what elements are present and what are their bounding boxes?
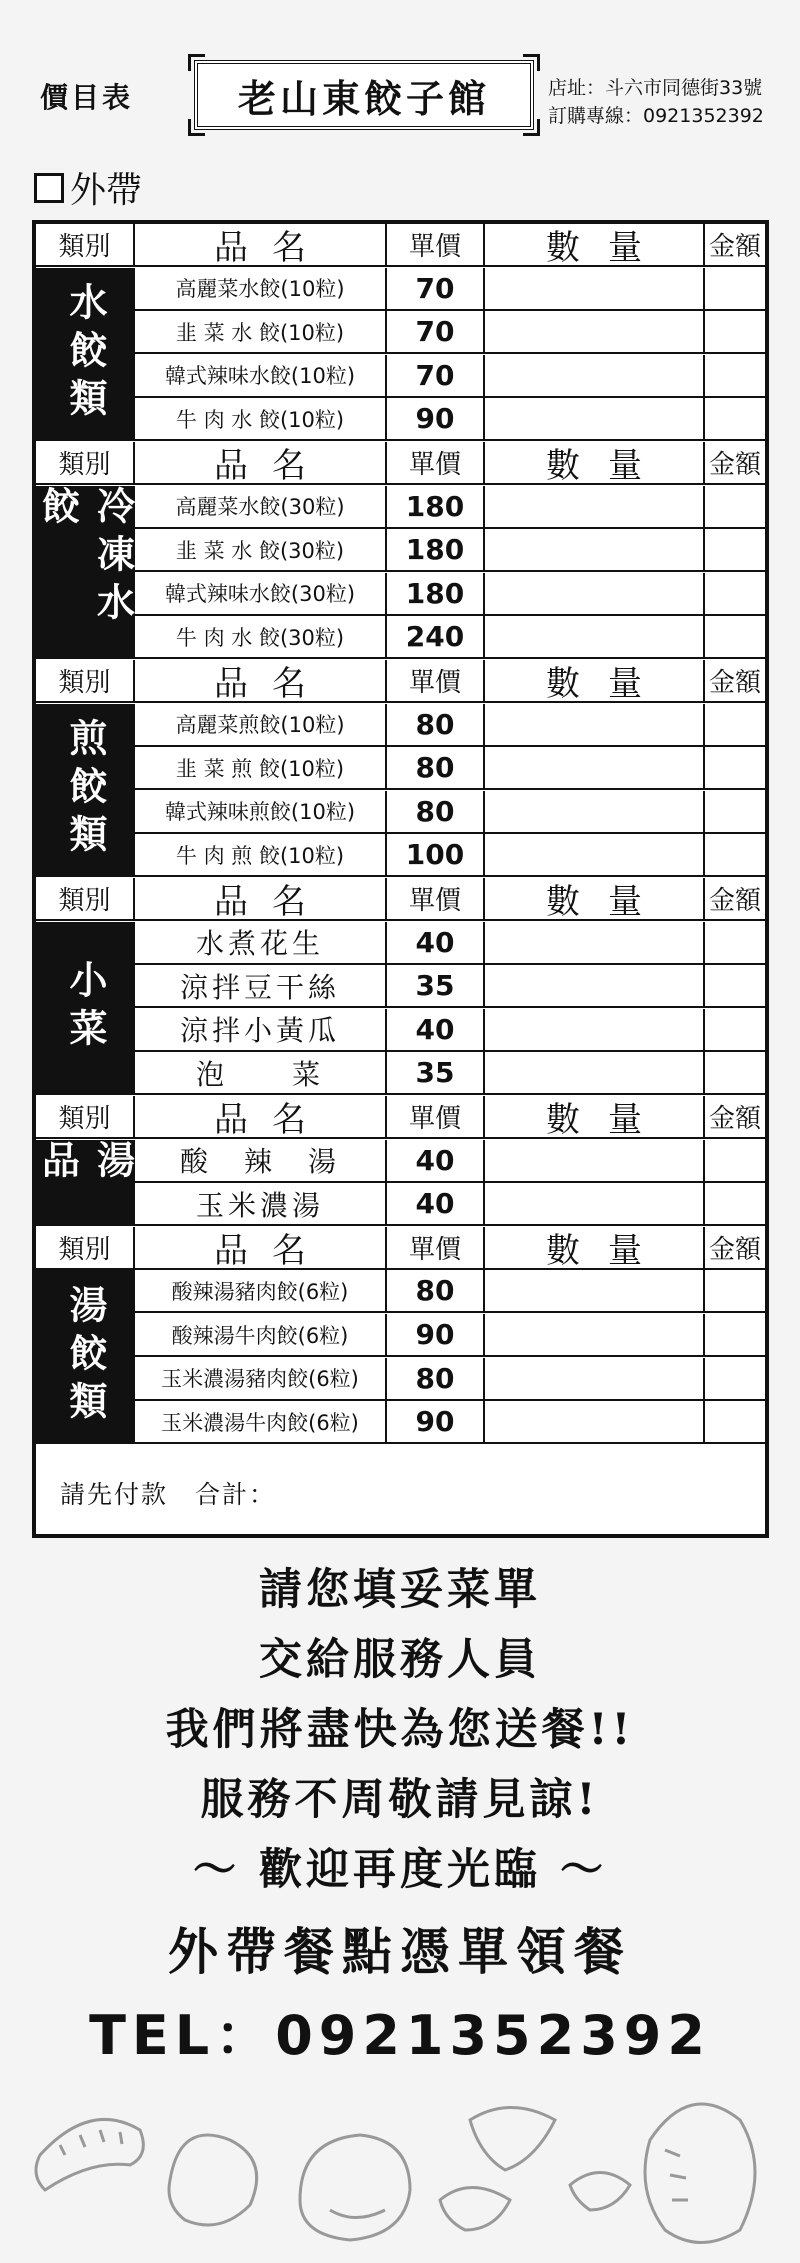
header-amount: 金額 bbox=[708, 232, 761, 262]
dumpling-icon-2 bbox=[169, 2135, 257, 2225]
menu-item-row bbox=[36, 1314, 765, 1357]
menu-item-row bbox=[36, 398, 765, 441]
header-category: 類別 bbox=[36, 878, 135, 919]
amount-field[interactable] bbox=[705, 791, 765, 832]
menu-item-name: 牛 肉 水 餃(30粒) bbox=[135, 616, 387, 657]
amount-field[interactable] bbox=[705, 311, 765, 352]
total-row bbox=[36, 1451, 765, 1534]
menu-item-name: 韓式辣味水餃(30粒) bbox=[135, 573, 387, 614]
header-price: 單價 bbox=[387, 442, 485, 483]
category-label: 湯餃類 bbox=[36, 1270, 135, 1442]
menu-item-name: 韭 菜 水 餃(10粒) bbox=[135, 311, 387, 352]
amount-field[interactable] bbox=[705, 268, 765, 309]
menu-item-row bbox=[36, 1270, 765, 1313]
quantity-field[interactable] bbox=[485, 704, 705, 745]
menu-item-name: 酸辣湯豬肉餃(6粒) bbox=[135, 1270, 387, 1311]
menu-item-name: 玉米濃湯牛肉餃(6粒) bbox=[135, 1401, 387, 1442]
menu-item-price: 80 bbox=[387, 704, 485, 745]
menu-item-name: 玉米濃湯 bbox=[135, 1183, 387, 1224]
dumpling-icon-7 bbox=[645, 2104, 755, 2243]
dumpling-icon-6 bbox=[570, 2173, 630, 2211]
menu-item-price: 35 bbox=[387, 1052, 485, 1093]
menu-item-row bbox=[36, 311, 765, 354]
header-price: 單價 bbox=[387, 1227, 485, 1268]
slogan-line: 服務不周敬請見諒! bbox=[200, 1775, 600, 1825]
header-name: 品名 bbox=[135, 1227, 387, 1268]
slogan-line: 我們將盡快為您送餐!! bbox=[165, 1705, 635, 1755]
menu-item-price: 70 bbox=[387, 311, 485, 352]
quantity-field[interactable] bbox=[485, 616, 705, 657]
amount-field[interactable] bbox=[705, 355, 765, 396]
header-quantity: 數量 bbox=[485, 660, 705, 701]
menu-item-price: 40 bbox=[387, 1009, 485, 1050]
table-header-row bbox=[36, 442, 765, 485]
quantity-field[interactable] bbox=[485, 1314, 705, 1355]
quantity-field[interactable] bbox=[485, 268, 705, 309]
price-list-label: 價目表 bbox=[40, 81, 134, 114]
amount-field[interactable] bbox=[705, 1270, 765, 1311]
category-label: 湯品 bbox=[36, 1140, 135, 1225]
amount-field[interactable] bbox=[705, 1314, 765, 1355]
menu-item-price: 70 bbox=[387, 355, 485, 396]
header-category: 類別 bbox=[36, 442, 135, 483]
menu-item-row bbox=[36, 1358, 765, 1401]
menu-item-row bbox=[36, 747, 765, 790]
menu-item-name: 涼拌小黃瓜 bbox=[135, 1009, 387, 1050]
menu-item-price: 90 bbox=[387, 1401, 485, 1442]
amount-field[interactable] bbox=[705, 922, 765, 963]
amount-field[interactable] bbox=[705, 1140, 765, 1181]
takeout-checkbox[interactable] bbox=[34, 173, 64, 203]
menu-item-row bbox=[36, 791, 765, 834]
amount-field[interactable] bbox=[705, 704, 765, 745]
table-header-row bbox=[36, 224, 765, 267]
menu-item-name: 高麗菜水餃(10粒) bbox=[135, 268, 387, 309]
quantity-field[interactable] bbox=[485, 486, 705, 527]
quantity-field[interactable] bbox=[485, 1183, 705, 1224]
amount-field[interactable] bbox=[705, 616, 765, 657]
menu-item-row bbox=[36, 486, 765, 529]
header-quantity: 數量 bbox=[485, 224, 705, 265]
menu-item-row bbox=[36, 1052, 765, 1095]
amount-field[interactable] bbox=[705, 747, 765, 788]
amount-field[interactable] bbox=[705, 573, 765, 614]
menu-item-price: 40 bbox=[387, 922, 485, 963]
header-category: 類別 bbox=[36, 1096, 135, 1137]
header-quantity: 數量 bbox=[485, 1227, 705, 1268]
menu-item-price: 80 bbox=[387, 1358, 485, 1399]
takeout-option[interactable] bbox=[34, 162, 142, 213]
menu-item-price: 35 bbox=[387, 965, 485, 1006]
menu-item-name: 牛 肉 水 餃(10粒) bbox=[135, 398, 387, 439]
menu-item-name: 韭 菜 煎 餃(10粒) bbox=[135, 747, 387, 788]
menu-item-row bbox=[36, 1009, 765, 1052]
amount-field[interactable] bbox=[705, 834, 765, 875]
header-amount: 金額 bbox=[708, 1104, 761, 1134]
menu-item-name: 玉米濃湯豬肉餃(6粒) bbox=[135, 1358, 387, 1399]
category-label: 冷凍水餃 bbox=[36, 486, 135, 658]
category-label: 小菜 bbox=[36, 922, 135, 1094]
menu-item-name: 酸辣湯牛肉餃(6粒) bbox=[135, 1314, 387, 1355]
quantity-field[interactable] bbox=[485, 1270, 705, 1311]
order-table bbox=[32, 220, 769, 1538]
shop-info bbox=[548, 74, 764, 130]
amount-field[interactable] bbox=[705, 965, 765, 1006]
menu-item-name: 高麗菜煎餃(10粒) bbox=[135, 704, 387, 745]
header-price: 單價 bbox=[387, 224, 485, 265]
menu-item-price: 70 bbox=[387, 268, 485, 309]
menu-item-row bbox=[36, 616, 765, 659]
header-amount: 金額 bbox=[708, 668, 761, 698]
header-name: 品名 bbox=[135, 442, 387, 483]
menu-item-price: 80 bbox=[387, 791, 485, 832]
header-price: 單價 bbox=[387, 1096, 485, 1137]
quantity-field[interactable] bbox=[485, 1140, 705, 1181]
menu-item-name: 高麗菜水餃(30粒) bbox=[135, 486, 387, 527]
quantity-field[interactable] bbox=[485, 965, 705, 1006]
quantity-field[interactable] bbox=[485, 922, 705, 963]
dumpling-icon-3 bbox=[300, 2135, 410, 2240]
table-header-row bbox=[36, 660, 765, 703]
quantity-field[interactable] bbox=[485, 1009, 705, 1050]
header-price: 單價 bbox=[387, 878, 485, 919]
amount-field[interactable] bbox=[705, 1358, 765, 1399]
header-name: 品名 bbox=[135, 224, 387, 265]
menu-item-row bbox=[36, 965, 765, 1008]
header-amount: 金額 bbox=[708, 450, 761, 480]
quantity-field[interactable] bbox=[485, 1401, 705, 1442]
header-quantity: 數量 bbox=[485, 442, 705, 483]
menu-item-row bbox=[36, 355, 765, 398]
amount-field[interactable] bbox=[705, 1009, 765, 1050]
header-category: 類別 bbox=[36, 224, 135, 265]
slogan-line: ～ 歡迎再度光臨 ～ bbox=[193, 1845, 607, 1895]
header-name: 品名 bbox=[135, 878, 387, 919]
table-header-row bbox=[36, 878, 765, 921]
amount-field[interactable] bbox=[705, 1052, 765, 1093]
table-header-row bbox=[36, 1096, 765, 1139]
menu-item-row bbox=[36, 1140, 765, 1183]
takeout-label: 外帶 bbox=[70, 170, 143, 211]
menu-item-row bbox=[36, 704, 765, 747]
menu-item-price: 180 bbox=[387, 486, 485, 527]
menu-item-price: 90 bbox=[387, 398, 485, 439]
category-label: 煎餃類 bbox=[36, 704, 135, 876]
slogans bbox=[0, 1555, 800, 1905]
slogan-line: 請您填妥菜單 bbox=[259, 1565, 541, 1615]
menu-item-price: 80 bbox=[387, 747, 485, 788]
menu-item-price: 40 bbox=[387, 1183, 485, 1224]
header-category: 類別 bbox=[36, 660, 135, 701]
menu-item-name: 泡 菜 bbox=[135, 1052, 387, 1093]
quantity-field[interactable] bbox=[485, 355, 705, 396]
menu-item-name: 水煮花生 bbox=[135, 922, 387, 963]
amount-field[interactable] bbox=[705, 529, 765, 570]
menu-item-price: 80 bbox=[387, 1270, 485, 1311]
header-quantity: 數量 bbox=[485, 878, 705, 919]
slogan-line: 交給服務人員 bbox=[259, 1635, 541, 1685]
table-header-row bbox=[36, 1227, 765, 1270]
menu-item-price: 90 bbox=[387, 1314, 485, 1355]
shop-logo bbox=[194, 60, 534, 130]
header bbox=[0, 0, 800, 150]
quantity-field[interactable] bbox=[485, 791, 705, 832]
menu-item-name: 韓式辣味水餃(10粒) bbox=[135, 355, 387, 396]
menu-item-name: 酸 辣 湯 bbox=[135, 1140, 387, 1181]
amount-field[interactable] bbox=[705, 486, 765, 527]
shop-phone: 訂購專線：0921352392 bbox=[548, 105, 764, 127]
quantity-field[interactable] bbox=[485, 1358, 705, 1399]
menu-item-row bbox=[36, 529, 765, 572]
menu-item-price: 240 bbox=[387, 616, 485, 657]
menu-item-row bbox=[36, 834, 765, 877]
menu-item-name: 涼拌豆干絲 bbox=[135, 965, 387, 1006]
shop-address: 店址：斗六市同德街33號 bbox=[548, 77, 763, 99]
menu-item-row bbox=[36, 573, 765, 616]
header-price: 單價 bbox=[387, 660, 485, 701]
quantity-field[interactable] bbox=[485, 311, 705, 352]
header-amount: 金額 bbox=[708, 886, 761, 916]
takeout-note: 外帶餐點憑單領餐 bbox=[168, 1922, 632, 1981]
quantity-field[interactable] bbox=[485, 398, 705, 439]
amount-field[interactable] bbox=[705, 1183, 765, 1224]
tel-number: TEL：0921352392 bbox=[89, 2004, 711, 2067]
quantity-field[interactable] bbox=[485, 747, 705, 788]
menu-item-price: 180 bbox=[387, 573, 485, 614]
menu-item-row bbox=[36, 1401, 765, 1444]
shop-name: 老山東餃子館 bbox=[237, 75, 490, 121]
menu-item-price: 100 bbox=[387, 834, 485, 875]
amount-field[interactable] bbox=[705, 1401, 765, 1442]
menu-item-price: 40 bbox=[387, 1140, 485, 1181]
menu-item-price: 180 bbox=[387, 529, 485, 570]
header-quantity: 數量 bbox=[485, 1096, 705, 1137]
category-label: 水餃類 bbox=[36, 268, 135, 440]
menu-item-row bbox=[36, 922, 765, 965]
total-label: 請先付款 合計： bbox=[60, 1479, 277, 1509]
amount-field[interactable] bbox=[705, 398, 765, 439]
header-name: 品名 bbox=[135, 1096, 387, 1137]
dumpling-illustration bbox=[0, 2060, 800, 2263]
dumpling-icon-4 bbox=[470, 2108, 555, 2171]
quantity-field[interactable] bbox=[485, 1052, 705, 1093]
header-name: 品名 bbox=[135, 660, 387, 701]
menu-item-name: 韭 菜 水 餃(30粒) bbox=[135, 529, 387, 570]
quantity-field[interactable] bbox=[485, 834, 705, 875]
quantity-field[interactable] bbox=[485, 573, 705, 614]
dumpling-icon-1 bbox=[36, 2119, 143, 2190]
menu-item-name: 韓式辣味煎餃(10粒) bbox=[135, 791, 387, 832]
menu-item-row bbox=[36, 268, 765, 311]
quantity-field[interactable] bbox=[485, 529, 705, 570]
menu-item-name: 牛 肉 煎 餃(10粒) bbox=[135, 834, 387, 875]
menu-item-row bbox=[36, 1183, 765, 1226]
dumpling-icon-5 bbox=[440, 2188, 510, 2231]
header-category: 類別 bbox=[36, 1227, 135, 1268]
header-amount: 金額 bbox=[708, 1234, 761, 1265]
